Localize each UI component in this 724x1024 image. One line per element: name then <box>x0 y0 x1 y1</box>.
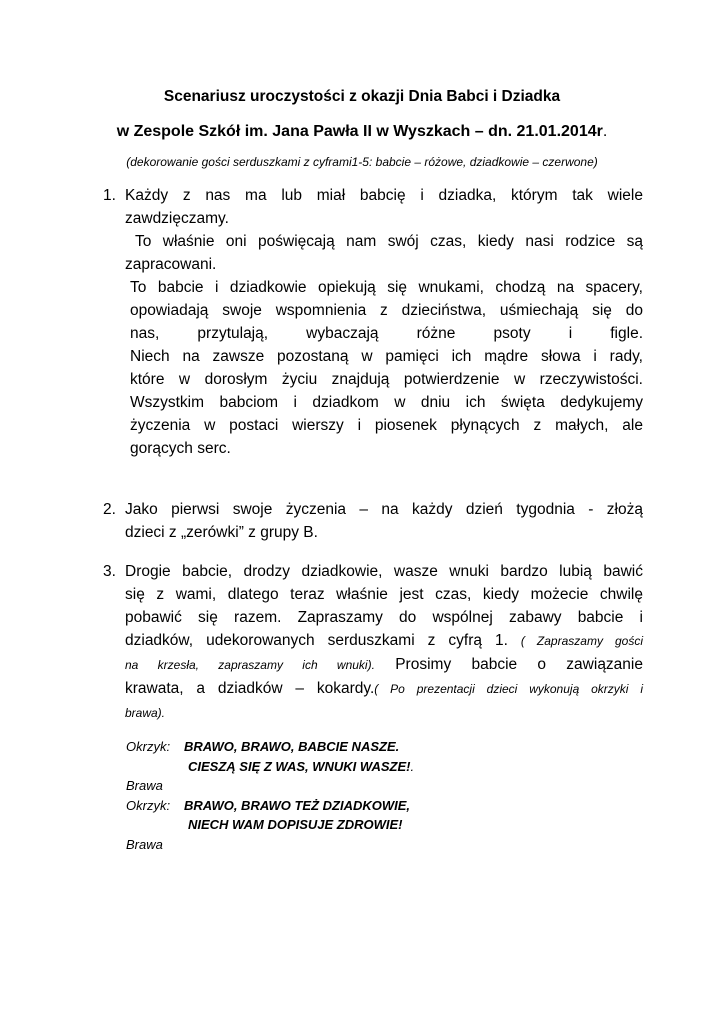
list-item-2 <box>103 498 643 544</box>
text-line: się z wami, dlatego teraz właśnie jest czas, kiedy możecie chwilę <box>125 586 643 603</box>
list-number: 3. <box>103 563 116 580</box>
text-line: które w dorosłym życiu znajdują potwierdzenie w rzeczywistości. <box>130 371 643 388</box>
applause-line: Brawa <box>126 836 163 852</box>
text-segment: krawata, a dziadków – kokardy. <box>125 680 375 697</box>
stage-direction: na krzesła, zapraszamy ich wnuki). <box>125 658 375 672</box>
text-segment: Prosimy babcie o zawiązanie <box>395 656 643 673</box>
stage-direction: ( Zapraszamy gości <box>520 634 643 648</box>
text-segment: dziadków, udekorowanych serduszkami z cyfrą 1. <box>125 632 508 649</box>
cheer-row <box>126 815 626 835</box>
decoration-note: (dekorowanie gości serduszkami z cyframi1-5: babcie – różowe, dziadkowie – czerwone) <box>126 155 598 169</box>
text-line: To właśnie oni poświęcają nam swój czas, kiedy nasi rodzice są <box>135 233 643 250</box>
cheer-label: Okrzyk: <box>126 739 171 754</box>
text-line <box>125 677 643 701</box>
text-line: gorących serc. <box>130 440 231 457</box>
cheer-text: BRAWO, BRAWO, BABCIE NASZE. <box>184 739 400 754</box>
list-item-1 <box>103 184 643 460</box>
text-line: zapracowani. <box>125 256 217 273</box>
cheer-label: Okrzyk: <box>126 797 171 813</box>
cheer-period: . <box>410 758 415 774</box>
list-item-body <box>125 498 643 544</box>
subtitle-text: w Zespole Szkół im. Jana Pawła II w Wyszkach – dn. 21.01.2014r <box>116 123 603 140</box>
text-line: Niech na zawsze pozostaną w pamięci ich mądre słowa i rady, <box>130 348 643 365</box>
list-item-3 <box>103 560 643 725</box>
cheer-row <box>126 796 626 816</box>
cheer-text: BRAWO, BRAWO TEŻ DZIADKOWIE, <box>184 797 411 813</box>
stage-direction: ( Po prezentacji dzieci wykonują okrzyki i <box>374 682 644 696</box>
text-line: Drogie babcie, drodzy dziadkowie, wasze wnuki bardzo lubią bawić <box>125 563 643 580</box>
text-line: życzenia w postaci wierszy i piosenek płynących z małych, ale <box>130 417 643 434</box>
cheer-row <box>126 757 626 777</box>
text-line: nas, przytulają, wybaczają różne psoty i figle. <box>130 325 643 342</box>
list-number: 1. <box>103 187 116 204</box>
document-title: Scenariusz uroczystości z okazji Dnia Babci i Dziadka <box>163 88 561 105</box>
applause-line: Brawa <box>126 778 163 793</box>
text-line: Jako pierwsi swoje życzenia – na każdy dzień tygodnia - złożą <box>125 501 643 518</box>
cheer-text: NIECH WAM DOPISUJE ZDROWIE! <box>188 817 403 832</box>
list-number: 2. <box>103 501 116 518</box>
subtitle-period: . <box>602 123 608 140</box>
stage-direction: brawa). <box>125 706 166 720</box>
text-line: pobawić się razem. Zapraszamy do wspólnej zabawy babcie i <box>125 609 643 626</box>
cheer-text: CIESZĄ SIĘ Z WAS, WNUKI WASZE! <box>188 758 411 774</box>
document-subtitle <box>0 123 724 141</box>
text-line: dzieci z „zerówki” z grupy B. <box>125 524 318 541</box>
text-line: To babcie i dziadkowie opiekują się wnukami, chodzą na spacery, <box>130 279 643 296</box>
text-line <box>125 629 643 653</box>
text-line <box>125 653 643 677</box>
text-line: zawdzięczamy. <box>125 210 229 227</box>
cheers-block <box>126 737 626 854</box>
text-line: opowiadają swoje wspomnienia z dzieciństwa, uśmiechają się do <box>130 302 643 319</box>
text-line <box>125 701 643 725</box>
cheer-row <box>126 737 626 757</box>
text-line: Każdy z nas ma lub miał babcię i dziadka, którym tak wiele <box>125 187 643 204</box>
text-line: Wszystkim babciom i dziadkom w dniu ich święta dedykujemy <box>130 394 643 411</box>
list-item-body <box>125 184 643 460</box>
list-item-body <box>125 560 643 725</box>
